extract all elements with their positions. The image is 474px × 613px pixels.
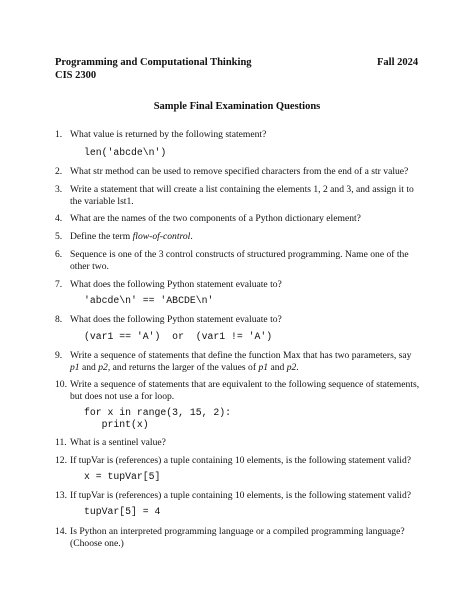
question-13-code: tupVar[5] = 4 — [84, 506, 161, 517]
question-text: What does the following Python statement evaluate to? — [70, 314, 282, 325]
question-text: Write a sequence of statements that are equivalent to the following sequence of statements, but does not use a for loop. — [70, 379, 420, 403]
page-title: Sample Final Examination Questions — [153, 101, 321, 112]
question-text: Is Python an interpreted programming language or a compiled programming language? (Choose one.) — [70, 526, 405, 550]
question-number: 3. — [55, 184, 63, 195]
question-1-code: len('abcde\n') — [84, 147, 167, 158]
question-10-code: for x in range(3, 15, 2): print(x) — [84, 407, 231, 431]
question-number: 4. — [55, 213, 63, 224]
question-text: What value is returned by the following statement? — [70, 129, 267, 140]
question-text: What does the following Python statement evaluate to? — [70, 279, 282, 290]
question-text: Write a statement that will create a list containing the elements 1, 2 and 3, and assign it to the variable lst1. — [70, 184, 414, 208]
question-text: What is a sentinel value? — [70, 437, 166, 448]
question-number: 11. — [55, 437, 67, 448]
question-number: 8. — [55, 314, 63, 325]
question-7-code: 'abcde\n' == 'ABCDE\n' — [84, 295, 214, 306]
question-number: 10. — [55, 379, 67, 390]
question-text: If tupVar is (references) a tuple containing 10 elements, is the following statement valid? — [70, 490, 411, 501]
question-number: 6. — [55, 249, 63, 260]
course-code: CIS 2300 — [55, 70, 97, 81]
question-number: 7. — [55, 279, 63, 290]
question-text: If tupVar is (references) a tuple containing 10 elements, is the following statement valid? — [70, 455, 411, 466]
question-number: 9. — [55, 350, 63, 361]
question-number: 5. — [55, 231, 63, 242]
question-text: What are the names of the two components of a Python dictionary element? — [70, 213, 361, 224]
term-label: Fall 2024 — [377, 57, 419, 68]
question-number: 2. — [55, 166, 63, 177]
question-text: What str method can be used to remove specified characters from the end of a str value? — [70, 166, 409, 177]
question-8-code: (var1 == 'A') or (var1 != 'A') — [84, 331, 273, 342]
question-number: 13. — [55, 490, 67, 501]
course-title: Programming and Computational Thinking — [55, 57, 252, 68]
question-number: 1. — [55, 129, 63, 140]
question-number: 12. — [55, 455, 67, 466]
question-text: Define the term flow-of-control. — [70, 231, 193, 242]
question-number: 14. — [55, 526, 67, 537]
question-text: Sequence is one of the 3 control constructs of structured programming. Name one of the other two. — [70, 249, 409, 273]
question-12-code: x = tupVar[5] — [84, 471, 161, 482]
question-text: Write a sequence of statements that define the function Max that has two parameters, say p1 and p2, and returns the larger of the values of p1 and p2. — [70, 350, 412, 374]
